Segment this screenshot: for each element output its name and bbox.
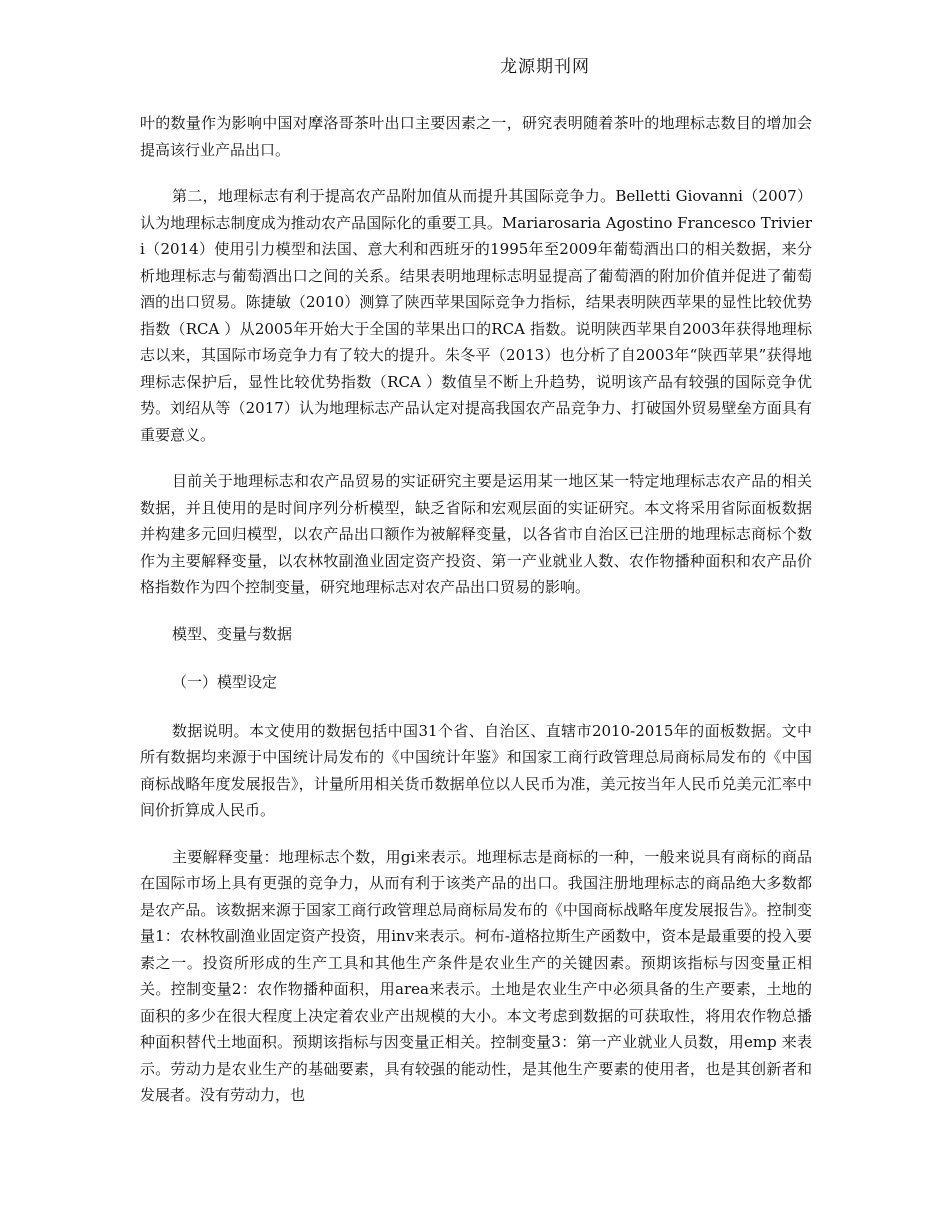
paragraph-research-gap: 目前关于地理标志和农产品贸易的实证研究主要是运用某一地区某一特定地理标志农产品的相关数据，并且使用的是时间序列分析模型，缺乏省际和宏观层面的实证研究。本文将采用省际面板数据并构建多元回归模型，以农产品出口额作为被解释变量，以各省市自治区已注册的地理标志商标个数作为主要解释变量，以农林牧副渔业固定资产投资、第一产业就业人数、农作物播种面积和农产品价格指数作为四个控制变量，研究地理标志对农产品出口贸易的影响。 (140, 472, 812, 596)
paragraph-continuation: 叶的数量作为影响中国对摩洛哥茶叶出口主要因素之一，研究表明随着茶叶的地理标志数目的增加会提高该行业产品出口。 (140, 114, 812, 159)
paragraph-data-description: 数据说明。本文使用的数据包括中国31个省、自治区、直辖市2010-2015年的面板数据。文中所有数据均来源于中国统计局发布的《中国统计年鉴》和国家工商行政管理总局商标局发布的《中国商标战略年度发展报告》，计量所用相关货币数据单位以人民币为准，美元按当年人民币兑美元汇率中间价折算成人民币。 (140, 721, 812, 819)
paragraph-second-point: 第二，地理标志有利于提高农产品附加值从而提升其国际竞争力。Belletti Giovanni（2007）认为地理标志制度成为推动农产品国际化的重要工具。Mariarosaria Agostino Francesco Trivieri（2014）使用引力模型和法国、意大利和西班牙的1995年至2009年葡萄酒出口的相关数据，来分析地理标志与葡萄酒出口之间的关系。结果表明地理标志明显提高了葡萄酒的附加价值并促进了葡萄酒的出口贸易。陈捷敏（2010）测算了陕西苹果国际竞争力指标，结果表明陕西苹果的显性比较优势指数（RCA ）从2005年开始大于全国的苹果出口的RCA 指数。说明陕西苹果自2003年获得地理标志以来，其国际市场竞争力有了较大的提升。朱冬平（2013）也分析了自2003年“陕西苹果”获得地理标志保护后，显性比较优势指数（RCA ）数值呈不断上升趋势，说明该产品有较强的国际竞争优势。刘绍从等（2017）认为地理标志产品认定对提高我国农产品竞争力、打破国外贸易壁垒方面具有重要意义。 (140, 187, 812, 444)
article-body (140, 110, 812, 1129)
paragraph-variables: 主要解释变量：地理标志个数，用gi来表示。地理标志是商标的一种，一般来说具有商标的商品在国际市场上具有更强的竞争力，从而有利于该类产品的出口。我国注册地理标志的商品绝大多数都是农产品。该数据来源于国家工商行政管理总局商标局发布的《中国商标战略年度发展报告》。控制变量1：农林牧副渔业固定资产投资，用inv来表示。柯布-道格拉斯生产函数中，资本是最重要的投入要素之一。投资所形成的生产工具和其他生产条件是农业生产的关键因素。预期该指标与因变量正相关。控制变量2：农作物播种面积，用area来表示。土地是农业生产中必须具备的生产要素，土地的面积的多少在很大程度上决定着农业产出规模的大小。本文考虑到数据的可获取性，将用农作物总播种面积替代土地面积。预期该指标与因变量正相关。控制变量3：第一产业就业人员数，用emp 来表示。劳动力是农业生产的基础要素，具有较强的能动性，是其他生产要素的使用者，也是其创新者和发展者。没有劳动力，也 (140, 847, 812, 1104)
section-heading-model: 模型、变量与数据 (172, 624, 293, 643)
page-header-site-name: 龙源期刊网 (500, 57, 590, 77)
subsection-heading-model-setting: （一）模型设定 (172, 673, 278, 691)
